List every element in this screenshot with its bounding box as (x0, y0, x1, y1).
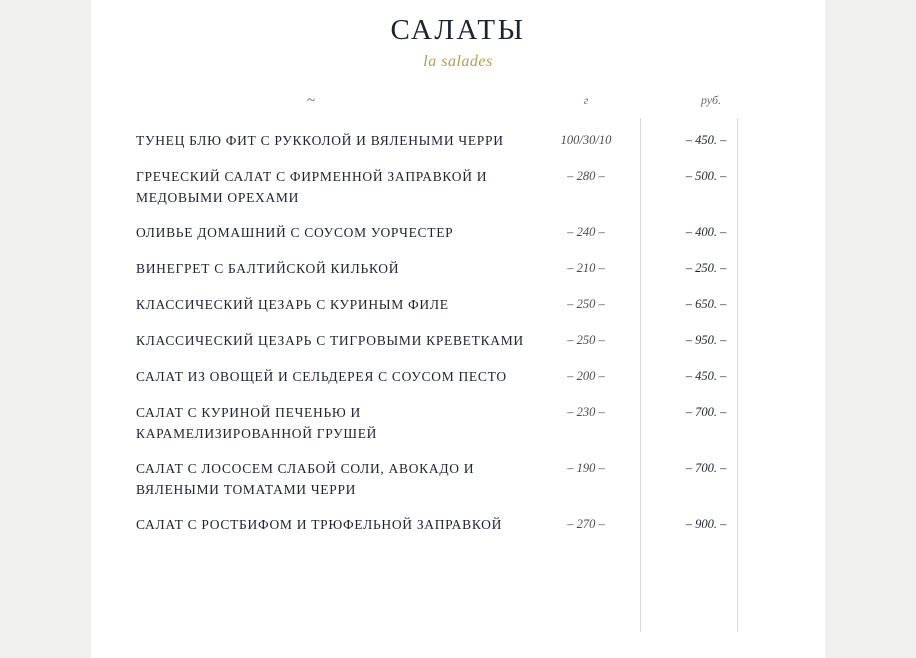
menu-item-name: ТУНЕЦ БЛЮ ФИТ С РУККОЛОЙ И ВЯЛЕНЫМИ ЧЕРРИ (136, 133, 504, 148)
menu-item-name: ГРЕЧЕСКИЙ САЛАТ С ФИРМЕННОЙ ЗАПРАВКОЙ И МЕДОВЫМИ ОРЕХАМИ (136, 169, 488, 205)
column-header-price: руб. (700, 93, 722, 107)
menu-item-row (91, 507, 825, 543)
menu-item-price: – 450. – (685, 369, 727, 383)
menu-item-name: САЛАТ С ЛОСОСЕМ СЛАБОЙ СОЛИ, АВОКАДО И ВЯЛЕНЫМИ ТОМАТАМИ ЧЕРРИ (136, 461, 475, 497)
menu-item-row (91, 323, 825, 359)
menu-item-weight: – 190 – (567, 461, 605, 475)
menu-item-weight: – 210 – (567, 261, 605, 275)
menu-item-name: КЛАССИЧЕСКИЙ ЦЕЗАРЬ С КУРИНЫМ ФИЛЕ (136, 297, 449, 312)
menu-item-name: САЛАТ ИЗ ОВОЩЕЙ И СЕЛЬДЕРЕЯ С СОУСОМ ПЕСТО (136, 369, 507, 384)
menu-item-price: – 250. – (685, 261, 727, 275)
column-headers (91, 93, 825, 119)
menu-item-name: САЛАТ С РОСТБИФОМ И ТРЮФЕЛЬНОЙ ЗАПРАВКОЙ (136, 517, 503, 532)
menu-item-row (91, 123, 825, 159)
menu-sheet (91, 0, 825, 658)
menu-item-weight: – 200 – (567, 369, 605, 383)
menu-item-row (91, 395, 825, 451)
menu-item-price: – 950. – (685, 333, 727, 347)
menu-item-price: – 500. – (685, 169, 727, 183)
menu-item-weight: – 270 – (567, 517, 605, 531)
menu-item-price: – 450. – (685, 133, 727, 147)
menu-item-weight: – 240 – (567, 225, 605, 239)
menu-item-row (91, 251, 825, 287)
menu-item-weight: 100/30/10 (560, 133, 612, 147)
menu-item-weight: – 280 – (567, 169, 605, 183)
menu-item-price: – 700. – (685, 405, 727, 419)
page-title: САЛАТЫ (390, 14, 526, 46)
menu-item-price: – 900. – (685, 517, 727, 531)
menu-item-row (91, 359, 825, 395)
menu-item-name: КЛАССИЧЕСКИЙ ЦЕЗАРЬ С ТИГРОВЫМИ КРЕВЕТКАМИ (136, 333, 524, 348)
menu-item-row (91, 215, 825, 251)
column-header-name: ~ (306, 93, 316, 109)
menu-item-price: – 650. – (685, 297, 727, 311)
menu-item-row (91, 159, 825, 215)
menu-items-list (91, 123, 825, 543)
menu-item-name: ВИНЕГРЕТ С БАЛТИЙСКОЙ КИЛЬКОЙ (136, 261, 400, 276)
menu-item-price: – 700. – (685, 461, 727, 475)
menu-item-weight: – 250 – (567, 297, 605, 311)
page-subtitle: la salades (423, 53, 493, 70)
menu-item-name: САЛАТ С КУРИНОЙ ПЕЧЕНЬЮ И КАРАМЕЛИЗИРОВАННОЙ ГРУШЕЙ (136, 405, 378, 441)
menu-item-row (91, 287, 825, 323)
menu-item-weight: – 250 – (567, 333, 605, 347)
menu-item-price: – 400. – (685, 225, 727, 239)
menu-item-name: ОЛИВЬЕ ДОМАШНИЙ С СОУСОМ УОРЧЕСТЕР (136, 225, 454, 240)
menu-item-weight: – 230 – (567, 405, 605, 419)
menu-item-row (91, 451, 825, 507)
column-header-weight: г (583, 93, 589, 107)
